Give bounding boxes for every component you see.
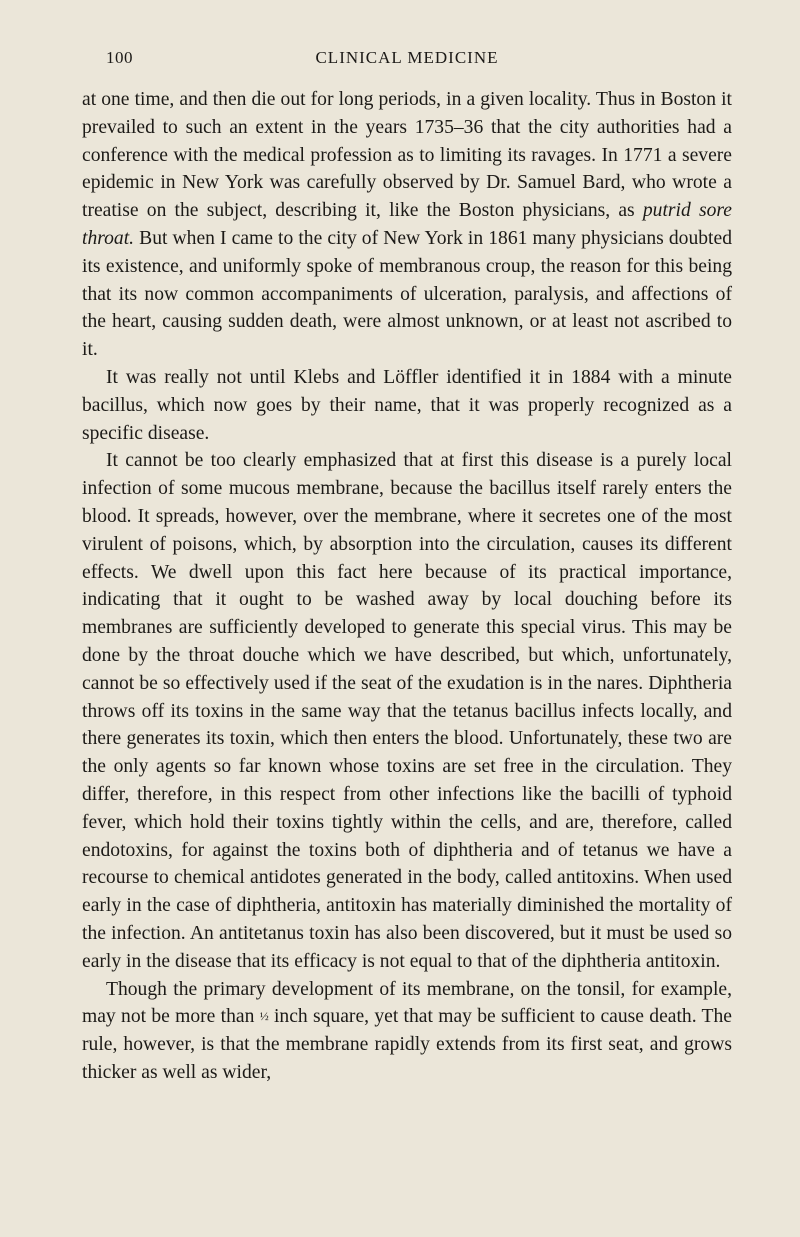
paragraph-continued (82, 86, 732, 364)
paragraph: It cannot be too clearly emphasized that at first this disease is a purely local infection of some mucous membrane, because the bacillus itself rarely enters the blood. It spreads, however, over the membrane, where it secretes one of the most virulent of poisons, which, by absorption into the circulation, causes its different effects. We dwell upon this fact here because of its practical importance, indicating that it ought to be washed away by local douching before its membranes are sufficiently developed to generate this special virus. This may be done by the throat douche which we have described, but which, unfortunately, cannot be so effectively used if the seat of the exudation is in the nares. Diphtheria throws off its toxins in the same way that the tetanus bacillus infects locally, and there generates its toxin, which then enters the blood. Unfortunately, these two are the only agents so far known whose toxins are set free in the circulation. They differ, therefore, in this respect from other infections like the bacilli of typhoid fever, which hold their toxins tightly within the cells, and are, therefore, called endotoxins, for against the toxins both of diphtheria and of tetanus we have a recourse to chemical antidotes generated in the body, called antitoxins. When used early in the case of diphtheria, antitoxin has materially diminished the mortality of the infection. An antitetanus toxin has also been discovered, but it must be used so early in the disease that its efficacy is not equal to that of the diphtheria antitoxin. (82, 450, 732, 972)
paragraph-text: But when I came to the city of New York in 1861 many physicians doubted its existence, and uniformly spoke of membranous croup, the reason for this being that its now common accompaniments of ulceration, paralysis, and affections of the heart, causing sudden death, were almost unknown, or at least not ascribed to it. (82, 227, 732, 361)
paragraph-text: Though the primary development of its membrane, on the tonsil, for example, may not be more than (82, 978, 732, 1028)
page-number: 100 (106, 48, 133, 67)
fraction: ½ (259, 1009, 269, 1024)
book-page (82, 38, 732, 1087)
paragraph (82, 976, 732, 1087)
body-text (82, 86, 732, 1087)
paragraph-text: inch square, yet that may be sufficient to cause death. The rule, however, is that the membrane rapidly extends from its first seat, and grows thicker as well as wider, (82, 1006, 732, 1083)
running-head (82, 38, 732, 72)
paragraph-text: at one time, and then die out for long periods, in a given locality. Thus in Boston it prevailed to such an extent in the years 1735–36 that the city authorities had a conference with the medical profession as to limiting its ravages. In 1771 a severe epidemic in New York was carefully observed by Dr. Samuel Bard, who wrote a treatise on the subject, describing it, like the Boston physicians, as (82, 89, 732, 222)
running-head-title: CLINICAL MEDICINE (315, 48, 499, 67)
paragraph: It was really not until Klebs and Löffler identified it in 1884 with a minute bacillus, which now goes by their name, that it was properly recognized as a specific disease. (82, 366, 732, 444)
italic-term: putrid sore throat. (82, 200, 732, 249)
